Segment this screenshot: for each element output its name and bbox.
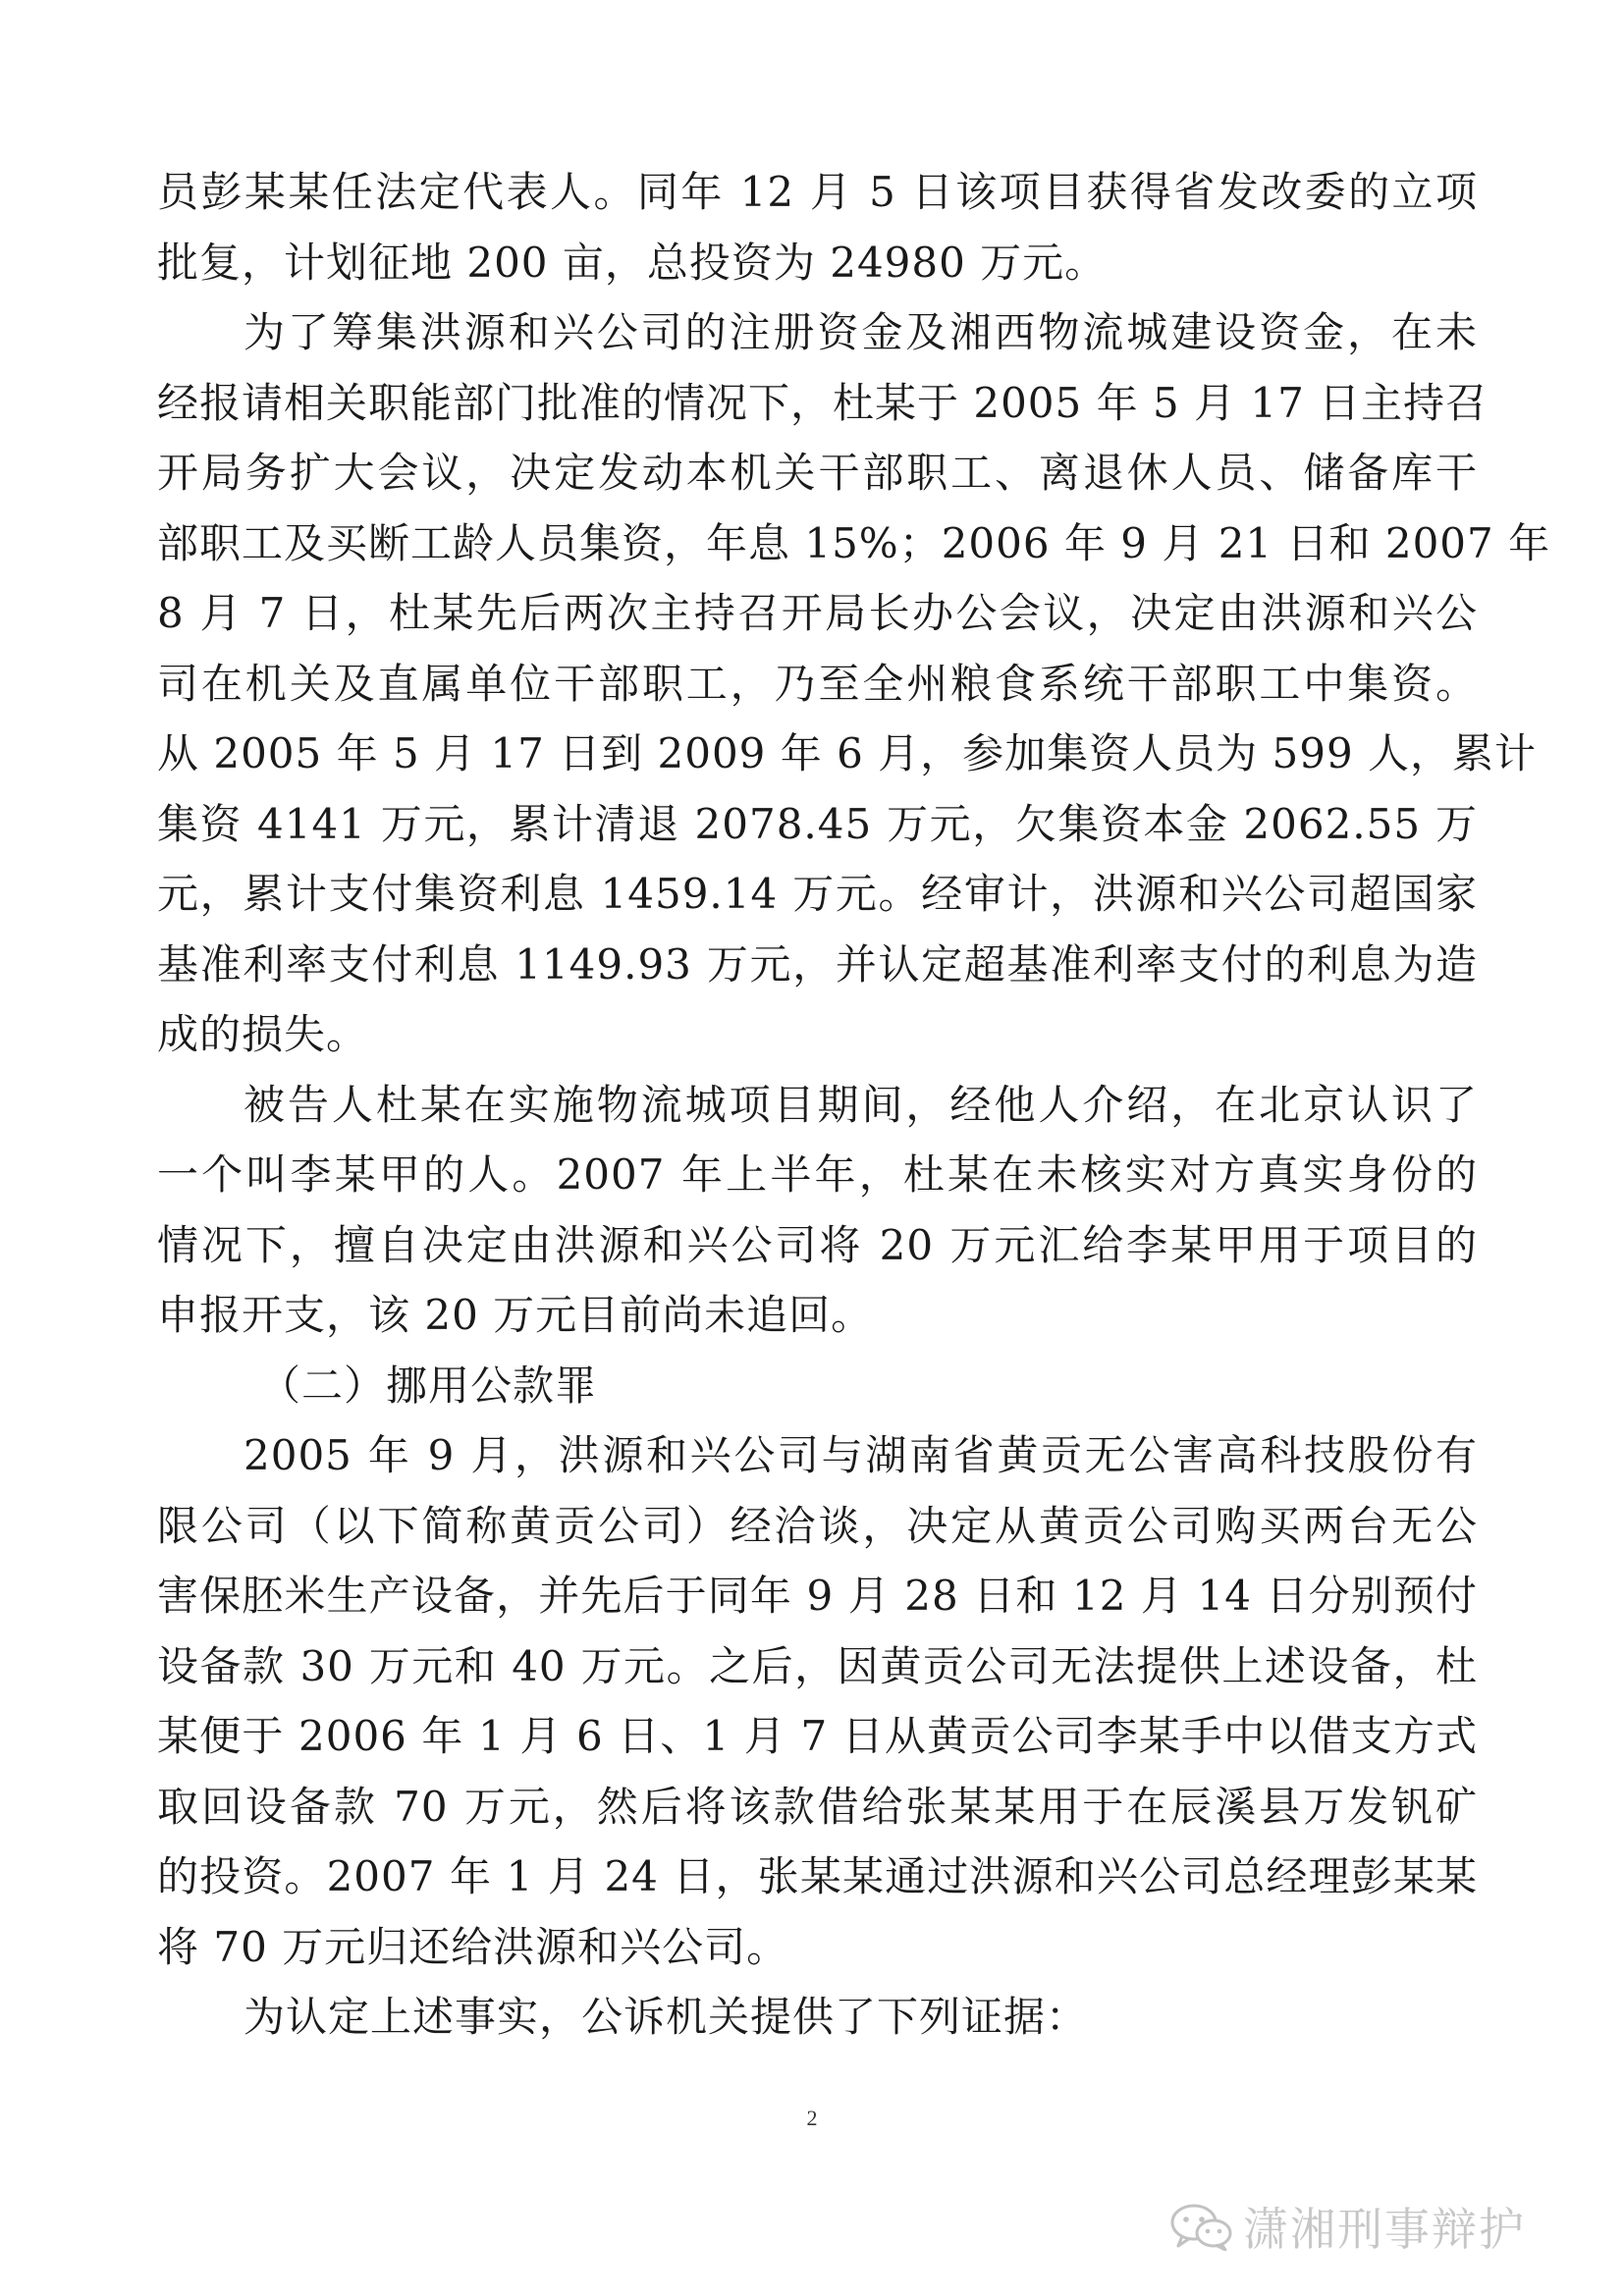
text-line: 一个叫李某甲的人。2007 年上半年，杜某在未核实对方真实身份的	[157, 1150, 1478, 1199]
text-line: 员彭某某任法定代表人。同年 12 月 5 日该项目获得省发改委的立项	[157, 168, 1478, 216]
watermark	[1168, 2197, 1526, 2256]
paragraph-start-line: 被告人杜某在实施物流城项目期间，经他人介绍，在北京认识了	[244, 1080, 1478, 1129]
paragraph-start-line: 为了筹集洪源和兴公司的注册资金及湘西物流城建设资金，在未	[244, 308, 1478, 356]
text-line: 集资 4141 万元，累计清退 2078.45 万元，欠集资本金 2062.55 万	[157, 799, 1478, 848]
text-line: 司在机关及直属单位干部职工，乃至全州粮食系统干部职工中集资。	[157, 659, 1478, 708]
paragraph-start-line: 2005 年 9 月，洪源和兴公司与湖南省黄贡无公害高科技股份有	[244, 1431, 1478, 1479]
section-heading: （二）挪用公款罪	[259, 1361, 598, 1410]
text-line: 批复，计划征地 200 亩，总投资为 24980 万元。	[157, 238, 1108, 287]
text-line: 的投资。2007 年 1 月 24 日，张某某通过洪源和兴公司总经理彭某某	[157, 1852, 1478, 1900]
text-line: 基准利率支付利息 1149.93 万元，并认定超基准利率支付的利息为造	[157, 939, 1478, 988]
watermark-text: 潇湘刑事辩护	[1243, 2203, 1526, 2256]
text-line: 成的损失。	[157, 1010, 369, 1058]
text-line: 元，累计支付集资利息 1459.14 万元。经审计，洪源和兴公司超国家	[157, 870, 1478, 918]
wechat-icon	[1168, 2202, 1233, 2251]
text-line: 开局务扩大会议，决定发动本机关干部职工、离退休人员、储备库干	[157, 449, 1478, 497]
text-line: 设备款 30 万元和 40 万元。之后，因黄贡公司无法提供上述设备，杜	[157, 1641, 1478, 1690]
text-line: 害保胚米生产设备，并先后于同年 9 月 28 日和 12 月 14 日分别预付	[157, 1572, 1478, 1620]
text-line: 部职工及买断工龄人员集资，年息 15%；2006 年 9 月 21 日和 2007 年	[157, 518, 1551, 567]
text-line: 申报开支，该 20 万元目前尚未追回。	[157, 1291, 874, 1339]
text-line: 将 70 万元归还给洪源和兴公司。	[157, 1922, 789, 1971]
text-line: 取回设备款 70 万元，然后将该款借给张某某用于在辰溪县万发钒矿	[157, 1782, 1478, 1831]
text-line: 限公司（以下简称黄贡公司）经洽谈，决定从黄贡公司购买两台无公	[157, 1501, 1478, 1550]
text-line: 从 2005 年 5 月 17 日到 2009 年 6 月，参加集资人员为 599 人，累计	[157, 729, 1538, 777]
page-number: 2	[806, 2106, 818, 2130]
text-line: 某便于 2006 年 1 月 6 日、1 月 7 日从黄贡公司李某手中以借支方式	[157, 1712, 1478, 1760]
text-line: 情况下，擅自决定由洪源和兴公司将 20 万元汇给李某甲用于项目的	[157, 1220, 1478, 1269]
text-line: 经报请相关职能部门批准的情况下，杜某于 2005 年 5 月 17 日主持召	[157, 378, 1489, 427]
text-line: 8 月 7 日，杜某先后两次主持召开局长办公会议，决定由洪源和兴公	[157, 589, 1478, 637]
document-body	[157, 157, 1551, 2053]
paragraph-start-line: 为认定上述事实，公诉机关提供了下列证据：	[244, 1993, 1089, 2041]
